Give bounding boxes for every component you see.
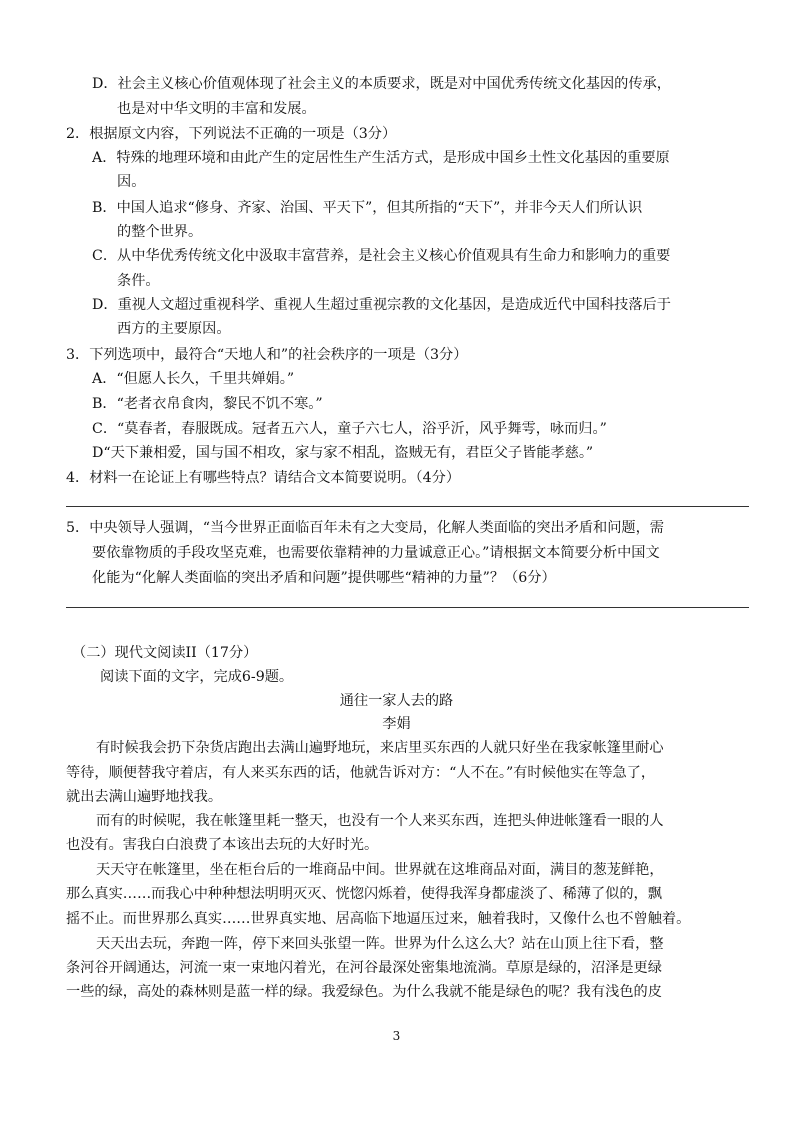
passage-line: 一些的绿，高处的森林则是蓝一样的绿。我爱绿色。为什么我就不能是绿色的呢？我有浅色的皮 xyxy=(66,984,662,1000)
q1-option-d-line1: D．社会主义核心价值观体现了社会主义的本质要求，既是对中国优秀传统文化基因的传承， xyxy=(92,76,671,92)
passage-line: 天天出去玩，奔跑一阵，停下来回头张望一阵。世界为什么这么大？站在山顶上往下看，整 xyxy=(96,936,664,952)
passage-line: 那么真实……而我心中种种想法明明灭灭、恍惚闪烁着，使得我浑身都虚淡了、稀薄了似的，飘 xyxy=(66,886,662,902)
passage-line: 条河谷开阔通达，河流一束一束地闪着光，在河谷最深处密集地流淌。草原是绿的，沼泽是更绿 xyxy=(66,960,662,976)
q5-answer-line xyxy=(66,607,749,608)
q2-stem: 2．根据原文内容，下列说法不正确的一项是（3分） xyxy=(66,126,397,142)
q3-option-b: B．“老者衣帛食肉，黎民不饥不寒。” xyxy=(92,396,323,412)
passage-title: 通往一家人去的路 xyxy=(339,693,454,709)
q2-option-a-line2: 因。 xyxy=(117,174,146,190)
passage-line: 有时候我会扔下杂货店跑出去满山遍野地玩，来店里买东西的人就只好坐在我家帐篷里耐心 xyxy=(96,740,664,756)
passage-line: 而有的时候呢，我在帐篷里耗一整天，也没有一个人来买东西，连把头伸进帐篷看一眼的人 xyxy=(96,813,664,829)
q3-option-d: D“天下兼相爱，国与国不相攻，家与家不相乱，盗贼无有，君臣父子皆能孝慈。” xyxy=(92,445,594,461)
q5-line3: 化能为“化解人类面临的突出矛盾和问题”提供哪些“精神的力量”？（6分） xyxy=(92,570,556,586)
section-heading: （二）现代文阅读II（17分） xyxy=(72,645,258,661)
q2-option-b-line2: 的整个世界。 xyxy=(117,224,203,240)
q2-option-d-line2: 西方的主要原因。 xyxy=(117,321,231,337)
passage-line: 也没有。害我白白浪费了本该出去玩的大好时光。 xyxy=(66,837,379,853)
q2-option-c-line2: 条件。 xyxy=(117,273,160,289)
passage-line: 等待，顺便替我守着店，有人来买东西的话，他就告诉对方：“人不在。”有时候他实在等急了， xyxy=(66,765,656,781)
q2-option-d-line1: D．重视人文超过重视科学、重视人生超过重视宗教的文化基因，是造成近代中国科技落后于 xyxy=(92,297,671,313)
section-instruction: 阅读下面的文字，完成6-9题。 xyxy=(100,669,294,685)
passage-line: 摇不止。而世界那么真实……世界真实地、居高临下地逼压过来，触着我时，又像什么也不曾触着。 xyxy=(66,911,691,927)
q2-option-a-line1: A．特殊的地理环境和由此产生的定居性生产生活方式，是形成中国乡土性文化基因的重要原 xyxy=(92,150,670,166)
q3-option-a: A．“但愿人长久，千里共婵娟。” xyxy=(92,371,295,387)
q3-option-c: C．“莫春者，春服既成。冠者五六人，童子六七人，浴乎沂，风乎舞雩，咏而归。” xyxy=(92,421,607,437)
page-number: 3 xyxy=(392,1029,401,1043)
q5-line2: 要依靠物质的手段攻坚克难，也需要依靠精神的力量诚意正心。”请根据文本简要分析中国文 xyxy=(92,545,660,561)
passage-line: 天天守在帐篷里，坐在柜台后的一堆商品中间。世界就在这堆商品对面，满目的葱茏鲜艳， xyxy=(96,862,664,878)
passage-line: 就出去满山遍野地找我。 xyxy=(66,789,223,805)
q4-answer-line xyxy=(66,506,749,507)
q4-stem: 4．材料一在论证上有哪些特点？请结合文本简要说明。（4分） xyxy=(66,470,461,486)
q2-option-b-line1: B．中国人追求“修身、齐家、治国、平天下”，但其所指的“天下”，并非今天人们所认识 xyxy=(92,200,643,216)
passage-author: 李娟 xyxy=(382,716,411,732)
q1-option-d-line2: 也是对中华文明的丰富和发展。 xyxy=(117,101,316,117)
q5-line1: 5．中央领导人强调，“当今世界正面临百年未有之大变局，化解人类面临的突出矛盾和问题，需 xyxy=(66,520,664,536)
q2-option-c-line1: C．从中华优秀传统文化中汲取丰富营养，是社会主义核心价值观具有生命力和影响力的重要 xyxy=(92,248,671,264)
q3-stem: 3．下列选项中，最符合“天地人和”的社会秩序的一项是（3分） xyxy=(66,347,468,363)
